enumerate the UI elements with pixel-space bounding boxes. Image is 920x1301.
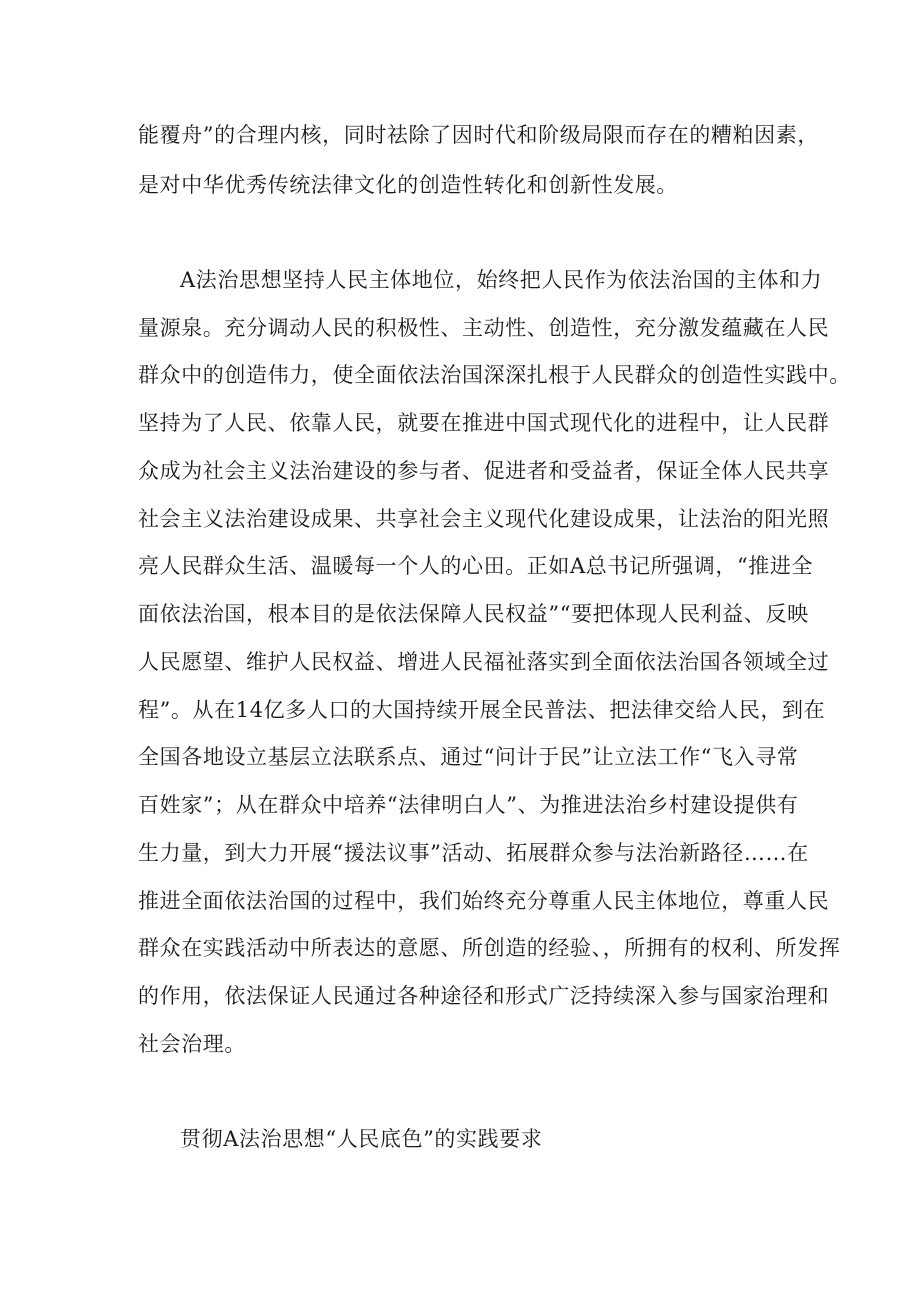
text-line: 坚持为了人民、依靠人民，就要在推进中国式现代化的进程中，让人民群 bbox=[138, 411, 830, 435]
text-line: 社会主义法治建设成果、共享社会主义现代化建设成果，让法治的阳光照 bbox=[138, 507, 830, 531]
text-line: 群众在实践活动中所表达的意愿、所创造的经验、，所拥有的权利、所发挥 bbox=[138, 936, 841, 960]
text-line: 群众中的创造伟力，使全面依法治国深深扎根于人民群众的创造性实践中。 bbox=[138, 363, 851, 387]
text-line: 全国各地设立基层立法联系点、通过“问计于民”让立法工作“飞入寻常 bbox=[138, 745, 799, 769]
text-line: 众成为社会主义法治建设的参与者、促进者和受益者，保证全体人民共享 bbox=[138, 459, 830, 483]
text-line: 能覆舟”的合理内核，同时祛除了因时代和阶级局限而存在的糟粕因素， bbox=[138, 123, 819, 147]
text-line: 推进全面依法治国的过程中，我们始终充分尊重人民主体地位，尊重人民 bbox=[138, 889, 830, 913]
text-line: A法治思想坚持人民主体地位，始终把人民作为依法治国的主体和力 bbox=[180, 268, 823, 292]
text-line: 亮人民群众生活、温暖每一个人的心田。正如A总书记所强调，“推进全 bbox=[138, 554, 814, 578]
text-line: 社会治理。 bbox=[138, 1032, 246, 1056]
text-line: 面依法治国，根本目的是依法保障人民权益”“要把体现人民利益、反映 bbox=[138, 602, 809, 626]
section-heading: 贯彻A法治思想“人民底色”的实践要求 bbox=[180, 1127, 543, 1151]
text-line: 程”。从在14亿多人口的大国持续开展全民普法、把法律交给人民，到在 bbox=[138, 698, 826, 722]
text-line: 百姓家”；从在群众中培养“法律明白人”、为推进法治乡村建设提供有 bbox=[138, 793, 799, 817]
text-line: 是对中华优秀传统法律文化的创造性转化和创新性发展。 bbox=[138, 173, 678, 197]
text-line: 人民愿望、维护人民权益、增进人民福祉落实到全面依法治国各领域全过 bbox=[138, 650, 830, 674]
text-line: 生力量，到大力开展“援法议事”活动、拓展群众参与法治新路径……在 bbox=[138, 841, 809, 865]
text-line: 的作用，依法保证人民通过各种途径和形式广泛持续深入参与国家治理和 bbox=[138, 984, 830, 1008]
text-line: 量源泉。充分调动人民的积极性、主动性、创造性，充分激发蕴藏在人民 bbox=[138, 316, 830, 340]
